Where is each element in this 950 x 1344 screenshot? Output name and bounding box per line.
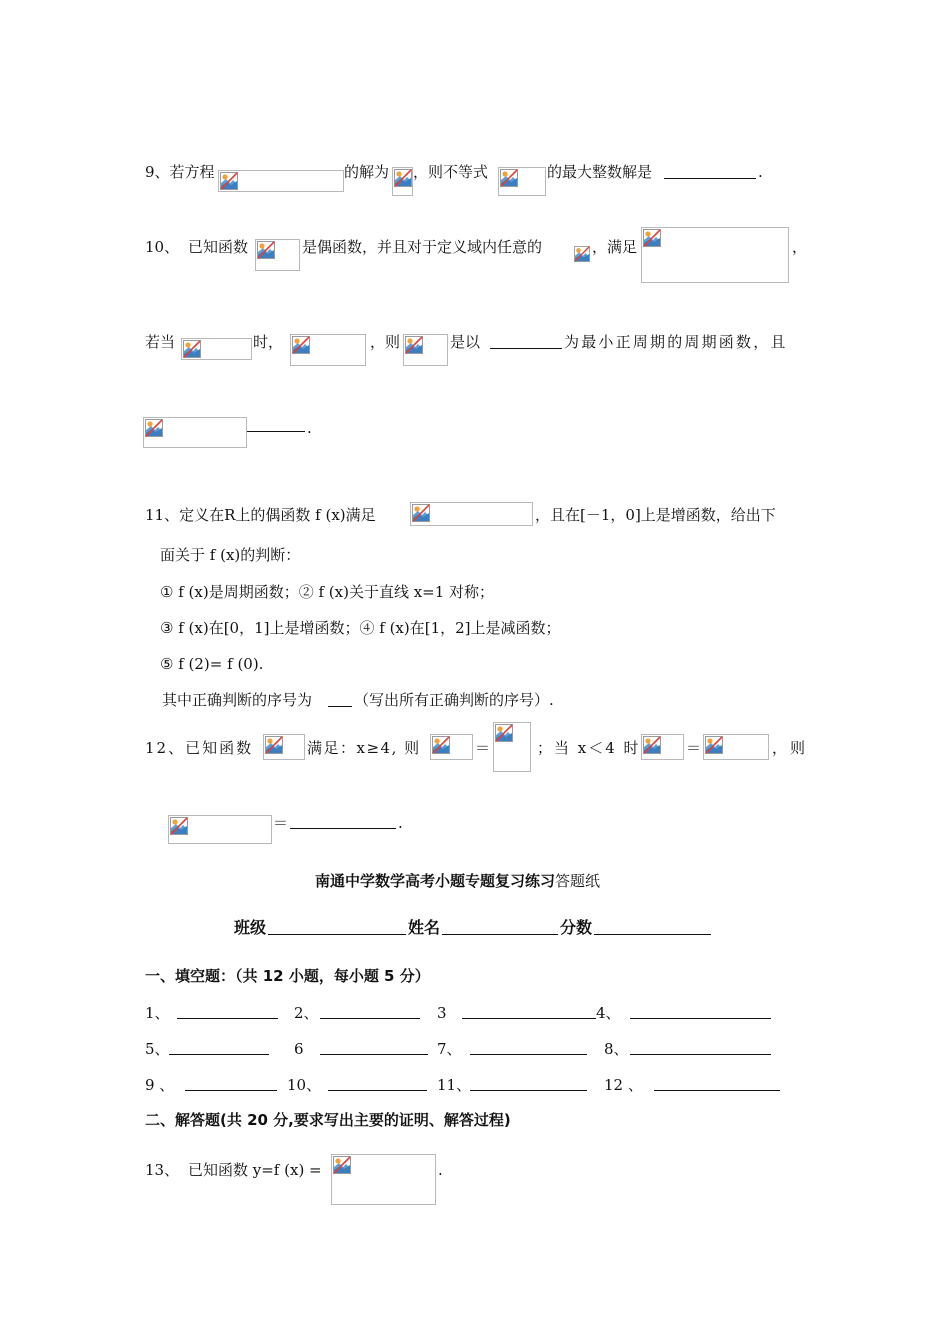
answer-blank-9 [185,1090,277,1091]
q12-text-6: ，则 [772,739,809,757]
score-blank [594,934,711,935]
answer-label-1: 1、 [145,1004,170,1022]
q9-text-1: 9、若方程 [145,163,215,181]
answer-blank-11 [470,1090,587,1091]
q10-final-blank [247,431,305,432]
q10-line2-text-5: 为最小正周期的周期函数，且 [564,333,788,351]
q11-line1-text-2: ，且在[－1，0]上是增函数，给出下 [535,506,776,524]
q11-condition-image [410,502,533,526]
broken-image-icon [500,169,518,187]
q13-text: 已知函数 y=f (x) = [188,1161,322,1179]
q10-text-3: ，满足 [592,238,638,256]
class-label: 班级 [234,918,267,937]
q12-final-image [168,815,272,844]
q10-line2-text-2: 时， [253,333,284,351]
q10-text-2: 是偶函数，并且对于定义域内任意的 [302,238,543,256]
name-blank [442,934,558,935]
q10-number: 10、 [145,238,180,256]
q10-line2-text-3: ，则 [370,333,401,351]
q9-solution-image [392,167,413,196]
q12-end: . [398,814,403,832]
q9-text-2: 的解为 [344,163,390,181]
answer-label-10: 10、 [287,1076,322,1094]
q10-fx-image [403,334,448,366]
q11-item-3: ⑤ f (2)= f (0). [160,655,264,673]
answer-blank-5 [169,1054,269,1055]
broken-image-icon [412,504,430,522]
broken-image-icon [705,736,723,754]
q10-period-blank [490,348,562,349]
q11-answer-blank [328,706,352,707]
q11-prompt-text-2: （写出所有正确判断的序号）. [354,691,554,709]
answer-blank-12 [654,1090,780,1091]
q10-line2-text-1: 若当 [145,333,176,351]
answer-label-2: 2、 [294,1004,319,1022]
name-label: 姓名 [408,918,441,937]
answer-label-6: 6 [294,1040,304,1058]
q10-function-image [255,239,300,271]
q13-number: 13、 [145,1161,180,1179]
answer-blank-1 [177,1018,278,1019]
q10-text-1: 已知函数 [188,238,249,256]
q12-fx-image-3 [703,734,769,760]
broken-image-icon [394,169,412,187]
answer-label-8: 8、 [604,1040,629,1058]
q11-item-2: ③ f (x)在[0，1]上是增函数；④ f (x)在[1，2]上是减函数； [160,619,561,637]
class-blank [268,934,406,935]
answer-sheet-title [315,871,600,891]
answer-label-9: 9 、 [145,1076,175,1094]
broken-image-icon [220,172,238,190]
q10-value-image [290,334,366,366]
broken-image-icon [292,336,310,354]
answer-blank-6 [320,1054,428,1055]
broken-image-icon [405,336,423,354]
q12-final-eq: ＝ [273,814,289,832]
q11-item-1: ① f (x)是周期函数；② f (x)关于直线 x=1 对称； [160,583,495,601]
q10-x-image [573,245,591,263]
q12-text-5: ＝ [686,739,702,757]
q9-inequality-image [498,167,546,196]
answer-label-5: 5、 [145,1040,170,1058]
q12-text-4: ；当 x＜4 时 [537,739,641,757]
broken-image-icon [183,340,201,358]
broken-image-icon [643,229,661,247]
answer-label-4: 4、 [596,1004,621,1022]
q12-fx-image-1 [430,734,473,760]
broken-image-icon [432,736,450,754]
q12-function-image [263,734,305,760]
broken-image-icon [643,736,661,754]
q13-end: . [438,1161,443,1179]
q12-final-blank [290,828,396,829]
answer-blank-8 [630,1054,771,1055]
answer-sheet-title-rest: 答题纸 [555,872,601,890]
q10-condition-image [641,227,789,283]
q10-line2-text-4: 是以 [450,333,481,351]
q9-text-3: ，则不等式 [413,163,489,181]
q9-answer-blank [664,178,756,179]
q12-text-2: 满足：x≥4, 则 [307,739,421,757]
q10-range-image [181,338,252,360]
q9-text-4: 的最大整数解是 [547,163,653,181]
answer-blank-4 [630,1018,771,1019]
answer-blank-7 [470,1054,587,1055]
answer-blank-2 [320,1018,420,1019]
broken-image-icon [574,246,590,262]
q13-function-image [331,1154,436,1205]
q12-value-image [493,722,531,772]
score-label: 分数 [560,918,593,937]
q11-prompt-text-1: 其中正确判断的序号为 [162,691,313,709]
broken-image-icon [265,736,283,754]
broken-image-icon [257,241,275,259]
broken-image-icon [495,724,513,742]
broken-image-icon [170,817,188,835]
q11-line2: 面关于 f (x)的判断： [160,546,301,564]
q9-equation-image [218,170,344,192]
answer-label-3: 3 [437,1004,447,1022]
answer-label-7: 7、 [437,1040,462,1058]
q12-text-1: 12、已知函数 [145,739,254,757]
broken-image-icon [145,419,163,437]
q10-end: . [307,419,312,437]
section-2-heading: 二、解答题(共 20 分,要求写出主要的证明、解答过程) [145,1111,511,1129]
section-1-heading: 一、填空题：（共 12 小题，每小题 5 分） [145,967,430,985]
answer-blank-3 [462,1018,596,1019]
q12-text-3: ＝ [475,739,491,757]
answer-blank-10 [328,1090,427,1091]
answer-label-11: 11、 [437,1076,472,1094]
answer-sheet-title-bold: 南通中学数学高考小题专题复习练习 [315,872,556,890]
broken-image-icon [333,1156,351,1174]
q9-end: . [758,163,763,181]
q10-text-4: ， [792,238,808,256]
answer-label-12: 12 、 [604,1076,643,1094]
q11-line1-text-1: 11、定义在R上的偶函数 f (x)满足 [145,506,376,524]
q12-fx-image-2 [641,734,684,760]
q9-line [145,162,215,182]
q10-final-image [143,417,247,448]
